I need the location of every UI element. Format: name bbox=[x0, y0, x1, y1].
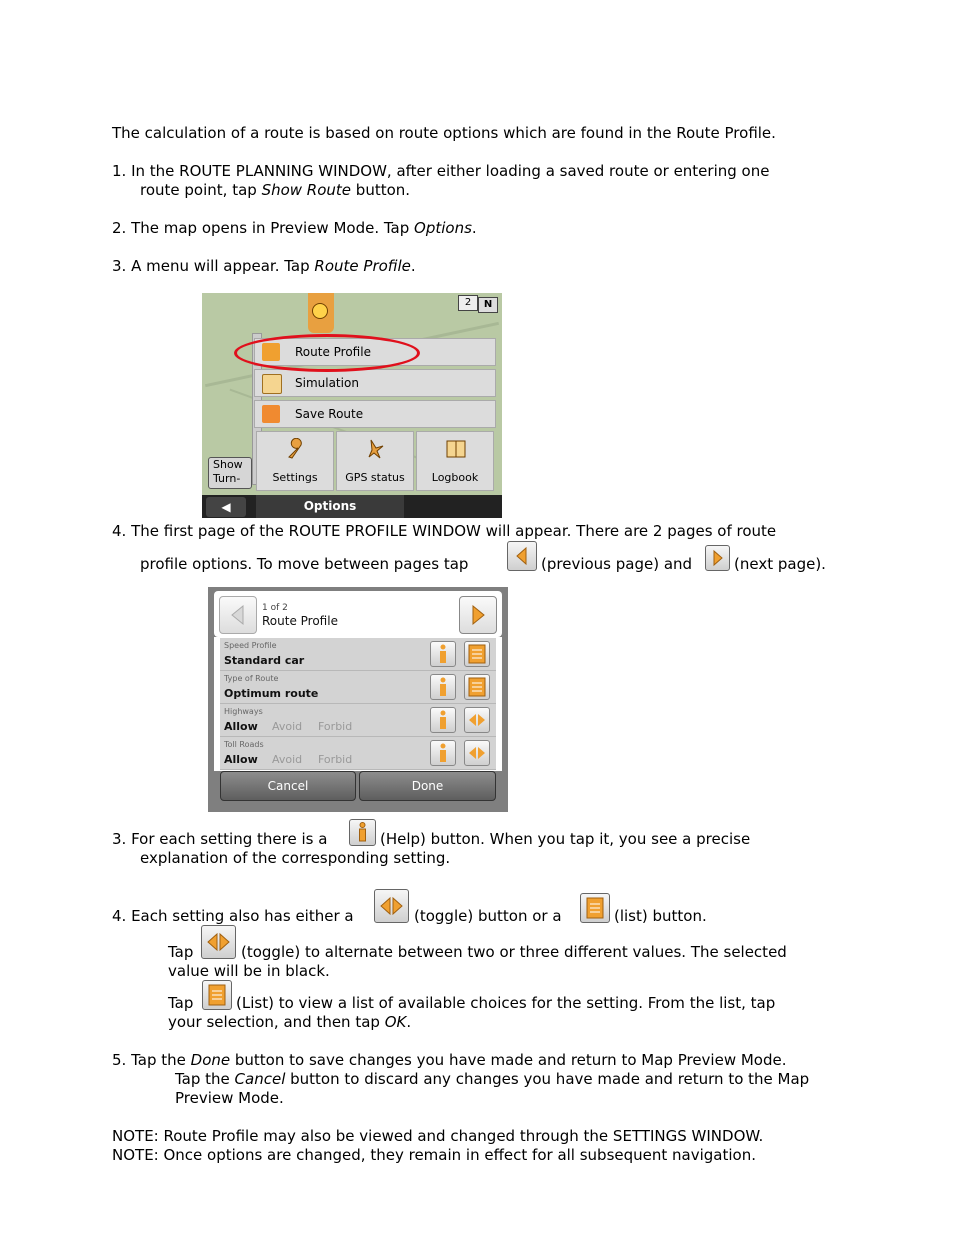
intro-text: The calculation of a route is based on route options which are found in the Route Profile. bbox=[112, 124, 776, 142]
menu-item-simulation[interactable]: Simulation bbox=[254, 369, 496, 397]
info-icon bbox=[431, 708, 455, 732]
step1-line1: 1. In the ROUTE PLANNING WINDOW, after either loading a saved route or entering one bbox=[112, 162, 770, 180]
toggle-icon bbox=[465, 708, 489, 732]
tap-toggle-a: Tap bbox=[168, 943, 194, 961]
save-icon bbox=[262, 405, 280, 423]
menu-item-save-route[interactable]: Save Route bbox=[254, 400, 496, 428]
step5-line3: Preview Mode. bbox=[175, 1089, 284, 1107]
toggle-icon bbox=[374, 889, 409, 923]
toggle-icon bbox=[465, 741, 489, 765]
list-icon bbox=[465, 642, 489, 666]
row-type-of-route: Type of Route Optimum route bbox=[220, 671, 496, 704]
wrench-icon bbox=[285, 438, 307, 460]
step4-line2c: (next page). bbox=[734, 555, 826, 573]
previous-page-button[interactable] bbox=[219, 596, 257, 634]
back-arrow-icon: ◀ bbox=[221, 500, 231, 514]
tile-logbook[interactable]: Logbook bbox=[416, 431, 494, 491]
list-icon bbox=[580, 893, 610, 923]
help-info-icon bbox=[349, 819, 376, 846]
tap-toggle-b: (toggle) to alternate between two or three different values. The selected bbox=[241, 943, 787, 961]
step4-line1: 4. The first page of the ROUTE PROFILE WINDOW will appear. There are 2 pages of route bbox=[112, 522, 777, 540]
previous-arrow-icon bbox=[220, 597, 256, 633]
step1-line2: route point, tap Show Route button. bbox=[140, 181, 411, 199]
film-icon bbox=[262, 374, 282, 394]
step5-line2: Tap the Cancel button to discard any changes you have made and return to the Map bbox=[175, 1070, 810, 1088]
info-icon bbox=[431, 741, 455, 765]
tap-list-b: (List) to view a list of available choices for the setting. From the list, tap bbox=[236, 994, 776, 1012]
list-button[interactable] bbox=[464, 641, 490, 667]
toggle-list-a: 4. Each setting also has either a bbox=[112, 907, 354, 925]
done-button[interactable]: Done bbox=[359, 771, 496, 801]
options-button[interactable]: Options bbox=[256, 495, 404, 518]
tile-settings[interactable]: Settings bbox=[256, 431, 334, 491]
route-profile-screenshot bbox=[208, 587, 508, 812]
satellite-icon bbox=[365, 438, 387, 460]
back-arrow-button[interactable] bbox=[206, 497, 246, 517]
map-zoom-badge: 2 bbox=[458, 295, 478, 311]
note-1: NOTE: Route Profile may also be viewed and changed through the SETTINGS WINDOW. bbox=[112, 1127, 764, 1145]
note-2: NOTE: Once options are changed, they remain in effect for all subsequent navigation. bbox=[112, 1146, 756, 1164]
tile-gps-status[interactable]: GPS status bbox=[336, 431, 414, 491]
show-route-emphasis: Show Route bbox=[261, 181, 352, 199]
row-speed-profile: Speed Profile Standard car bbox=[220, 638, 496, 671]
help-button[interactable] bbox=[430, 674, 456, 700]
next-arrow-icon bbox=[460, 597, 496, 633]
next-page-button[interactable] bbox=[459, 596, 497, 634]
help-line2: explanation of the corresponding setting. bbox=[140, 849, 451, 867]
route-profile-title: Route Profile bbox=[262, 614, 338, 628]
help-button[interactable] bbox=[430, 707, 456, 733]
help-line1b: (Help) button. When you tap it, you see a precise bbox=[380, 830, 751, 848]
info-icon bbox=[431, 675, 455, 699]
row-toll-roads: Toll Roads Allow Avoid Forbid bbox=[220, 737, 496, 770]
north-indicator: N bbox=[478, 297, 498, 313]
row-highways: Highways Allow Avoid Forbid bbox=[220, 704, 496, 737]
step2-text: 2. The map opens in Preview Mode. Tap Options. bbox=[112, 219, 477, 237]
list-icon bbox=[202, 980, 232, 1010]
cancel-button[interactable]: Cancel bbox=[220, 771, 356, 801]
info-icon bbox=[431, 642, 455, 666]
help-button[interactable] bbox=[430, 641, 456, 667]
step4-line2b: (previous page) and bbox=[541, 555, 693, 573]
highlight-ellipse bbox=[234, 334, 420, 372]
show-turn-button[interactable]: Show Turn- bbox=[208, 457, 252, 489]
options-menu-screenshot bbox=[202, 293, 502, 518]
step5-line1: 5. Tap the Done button to save changes you have made and return to Map Preview Mode. bbox=[112, 1051, 787, 1069]
next-page-icon bbox=[705, 545, 730, 571]
tap-list-line2: your selection, and then tap OK. bbox=[168, 1013, 412, 1031]
book-icon bbox=[445, 438, 467, 460]
position-icon bbox=[312, 303, 328, 319]
help-button[interactable] bbox=[430, 740, 456, 766]
toggle-icon bbox=[201, 925, 236, 959]
list-icon bbox=[465, 675, 489, 699]
step4-line2a: profile options. To move between pages tap bbox=[140, 555, 469, 573]
tap-toggle-line2: value will be in black. bbox=[168, 962, 330, 980]
previous-page-icon bbox=[507, 541, 537, 571]
toggle-button[interactable] bbox=[464, 707, 490, 733]
tap-list-a: Tap bbox=[168, 994, 194, 1012]
step3-text: 3. A menu will appear. Tap Route Profile. bbox=[112, 257, 416, 275]
menu-item-route-profile[interactable]: Route Profile bbox=[254, 338, 496, 366]
list-button[interactable] bbox=[464, 674, 490, 700]
help-line1a: 3. For each setting there is a bbox=[112, 830, 328, 848]
page-indicator: 1 of 2 bbox=[262, 603, 288, 613]
toggle-button[interactable] bbox=[464, 740, 490, 766]
toggle-list-c: (list) button. bbox=[614, 907, 707, 925]
toggle-list-b: (toggle) button or a bbox=[414, 907, 562, 925]
